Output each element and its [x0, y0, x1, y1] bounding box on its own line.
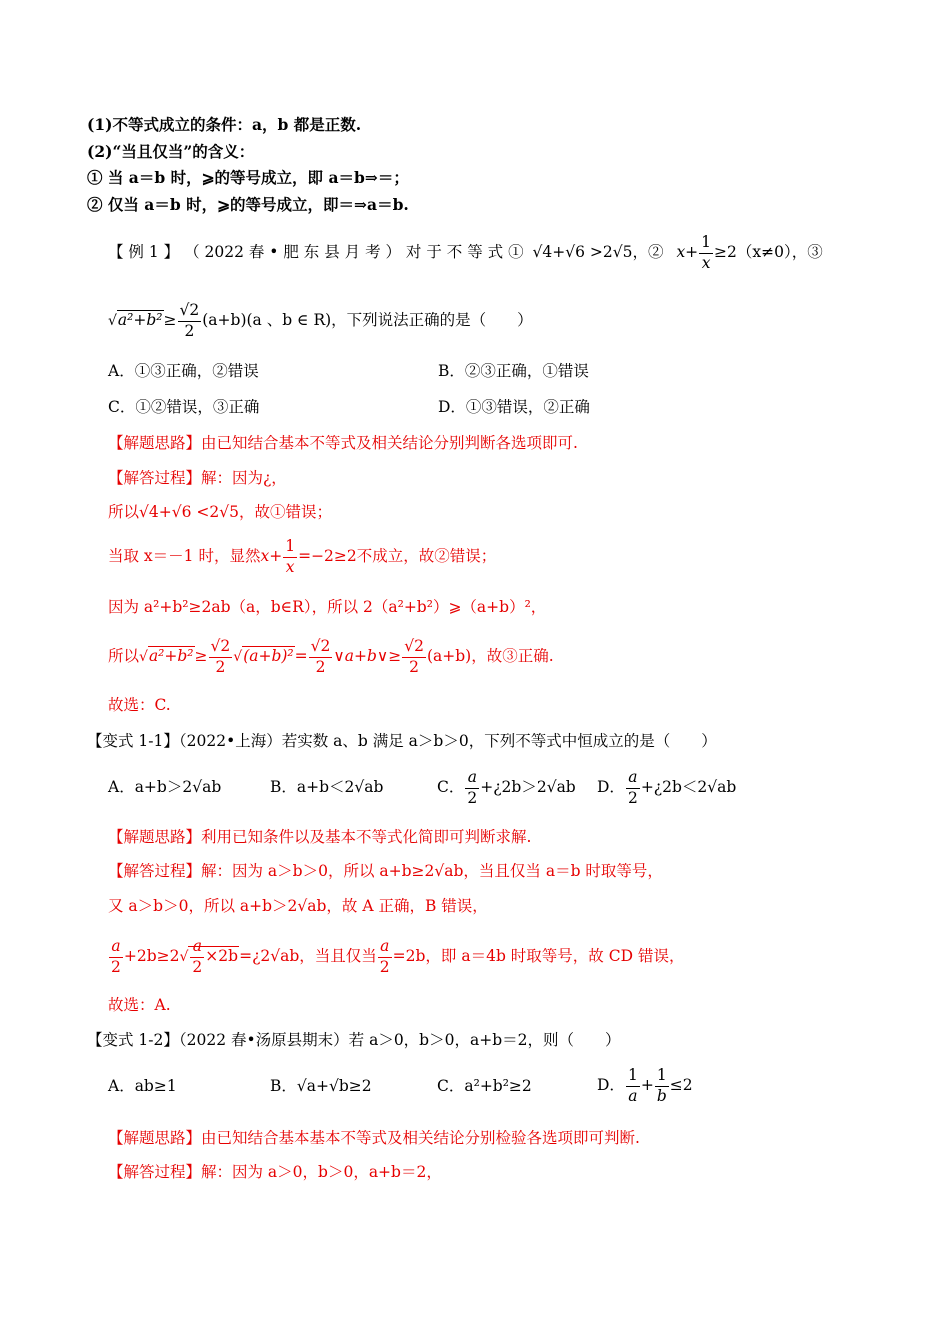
radical: √(a+b)²: [233, 647, 294, 665]
example1-option-a: A．①③正确，②错误: [108, 362, 259, 380]
frac-denominator: 2: [627, 788, 638, 807]
step-fraction: [402, 639, 426, 675]
step-tail: =−2≥2不成立，故②错误；: [298, 547, 497, 565]
variant11-process: 【解答过程】解：因为 a＞b＞0，所以 a+b≥2√ab，当且仅当 a＝b 时取等号，: [108, 862, 663, 880]
frac-numerator: a: [378, 939, 392, 958]
example1-step-1: 所以√4+√6 <2√5，故①错误；: [108, 503, 332, 521]
example1-option-b: B．②③正确，①错误: [438, 362, 589, 380]
variant12-heading: 【变式 1-2】（2022 春•汤原县期末）若 a＞0，b＞0，a+b＝2，则（ ）: [87, 1031, 621, 1049]
frac-numerator: √2: [178, 303, 202, 322]
frac-denominator: b: [656, 1086, 667, 1105]
variant11-step-1: 又 a＞b＞0，所以 a+b＞2√ab，故 A 正确，B 错误，: [108, 897, 488, 915]
example1-head-text: 【 例 1 】 （ 2022 春 • 肥 东 县 月 考 ） 对 于 不 等 式 ①: [108, 243, 524, 261]
step-text: 所以: [108, 647, 140, 665]
frac-denominator: x: [701, 253, 711, 272]
radicand: (a+b)²: [243, 647, 294, 665]
example1-ineq2-lhs: x+: [676, 243, 699, 261]
option-label: D．: [597, 778, 625, 796]
step-expr: +2b≥2: [123, 947, 180, 965]
frac-denominator: 2: [409, 657, 420, 676]
option-fraction: [626, 770, 640, 806]
frac-numerator: 1: [626, 1068, 640, 1087]
radicand: a²+b²: [117, 311, 163, 329]
radical: √a²+b²: [108, 311, 163, 329]
frac-numerator: a: [626, 770, 640, 789]
equals-sign: =: [294, 647, 308, 665]
frac-numerator: a: [465, 770, 479, 789]
option-tail: +¿2b＞2√ab: [480, 778, 576, 796]
frac-denominator: 2: [184, 321, 195, 340]
example1-answer: 故选：C.: [108, 696, 171, 714]
example1-process: 【解答过程】解：因为¿，: [108, 469, 287, 487]
variant12-option-b: B．√a+√b≥2: [270, 1077, 372, 1095]
frac-numerator: 1: [283, 539, 297, 558]
variant11-option-c: [437, 768, 576, 806]
frac-numerator: 1: [655, 1068, 669, 1087]
example1-ineq3-fraction: [178, 303, 202, 339]
example1-idea: 【解题思路】由已知结合基本不等式及相关结论分别判断各选项即可.: [108, 434, 578, 452]
radicand: a²+b²: [148, 647, 194, 665]
frac-numerator: a: [109, 939, 123, 958]
step-fraction: [283, 539, 297, 575]
example1-step-2: [108, 538, 496, 575]
frac-denominator: a: [628, 1086, 638, 1105]
frac-denominator: x: [285, 557, 295, 576]
frac-denominator: 2: [379, 957, 390, 976]
example1-ineq1: √4+√6 >2√5，②: [532, 243, 664, 261]
variant11-heading: 【变式 1-1】（2022•上海）若实数 a、b 满足 a＞b＞0，下列不等式中恒成立的是（ ）: [87, 732, 717, 750]
step-fraction: [109, 939, 123, 975]
frac-numerator: 1: [699, 235, 713, 254]
radical: √ $\frac{a}{2}$ ×2b: [179, 937, 239, 976]
example1-option-d: D．①③错误，②正确: [438, 398, 590, 416]
variant12-idea: 【解题思路】由已知结合基本基本不等式及相关结论分别检验各选项即可判断.: [108, 1129, 640, 1147]
variant11-answer: 故选：A.: [108, 996, 171, 1014]
frac-denominator: 2: [315, 657, 326, 676]
example1-step-4: [108, 636, 554, 677]
ineq-sign: ≥: [194, 647, 208, 665]
frac-numerator: √2: [209, 639, 233, 658]
step-tail: =2b，即 a＝4b 时取等号，故 CD 错误，: [392, 947, 685, 965]
step-fraction: [378, 939, 392, 975]
step-tail: (a+b)，故③正确.: [426, 647, 554, 665]
option-tail: +¿2b＜2√ab: [640, 778, 737, 796]
variant12-process: 【解答过程】解：因为 a＞0，b＞0，a+b＝2，: [108, 1163, 442, 1181]
variant12-option-a: A．ab≥1: [108, 1077, 177, 1095]
variant11-option-a: A．a+b＞2√ab: [108, 778, 222, 796]
example1-step-3: 因为 a²+b²≥2ab（a，b∈R），所以 2（a²+b²）⩾（a+b）²，: [108, 598, 547, 616]
frac-numerator: √2: [309, 639, 333, 658]
radical: √a²+b²: [139, 647, 194, 665]
step-expr: ∨a+b∨≥: [333, 647, 402, 665]
example1-ineq3-tail: (a+b)(a 、b ∈ R)，下列说法正确的是（ ）: [202, 311, 533, 329]
example1-option-c: C．①②错误，③正确: [108, 398, 260, 416]
frac-numerator: a: [190, 939, 204, 958]
frac-denominator: 2: [192, 957, 203, 976]
frac-denominator: 2: [111, 957, 121, 976]
variant11-option-b: B．a+b＜2√ab: [270, 778, 384, 796]
example1-ineq2-rhs: ≥2（x≠0），③: [714, 243, 823, 261]
variant11-option-d: [597, 768, 736, 806]
frac-denominator: 2: [215, 657, 226, 676]
step-fraction: [309, 639, 333, 675]
ineq-sign: ≥: [163, 311, 177, 329]
note-1: (1)不等式成立的条件：a，b 都是正数.: [87, 115, 362, 134]
option-fraction: [626, 1068, 640, 1104]
step-text: =¿2√ab，当且仅当: [239, 947, 377, 965]
step-expr: x+: [260, 547, 283, 565]
note-2: (2)“当且仅当”的含义：: [87, 142, 255, 161]
option-fraction: [655, 1068, 669, 1104]
frac-denominator: 2: [467, 788, 478, 807]
option-tail: ≤2: [669, 1076, 693, 1094]
frac-numerator: √2: [402, 639, 426, 658]
variant12-option-c: C．a²+b²≥2: [437, 1077, 532, 1095]
radicand-fraction: [190, 939, 204, 975]
variant11-step-2: [108, 936, 684, 977]
option-label: C．: [437, 778, 465, 796]
example1-heading: [108, 235, 823, 271]
option-label: D．: [597, 1076, 625, 1094]
step-text: 当取 x＝－1 时，显然: [108, 547, 261, 565]
example1-ineq2-fraction: [699, 235, 713, 271]
example1-ineq3-line: [108, 300, 533, 341]
step-fraction: [209, 639, 233, 675]
radicand: ×2b: [205, 947, 239, 965]
variant12-option-d: D． $\frac{1}{a}$ + $\frac{1}{b}$ ≤2: [597, 1066, 693, 1105]
note-4: ② 仅当 a＝b 时，⩾的等号成立，即＝⇒a＝b.: [87, 195, 409, 214]
option-fraction: [465, 770, 479, 806]
variant11-idea: 【解题思路】利用已知条件以及基本不等式化简即可判断求解.: [108, 828, 532, 846]
note-3: ① 当 a＝b 时，⩾的等号成立，即 a＝b⇒＝；: [87, 168, 409, 187]
